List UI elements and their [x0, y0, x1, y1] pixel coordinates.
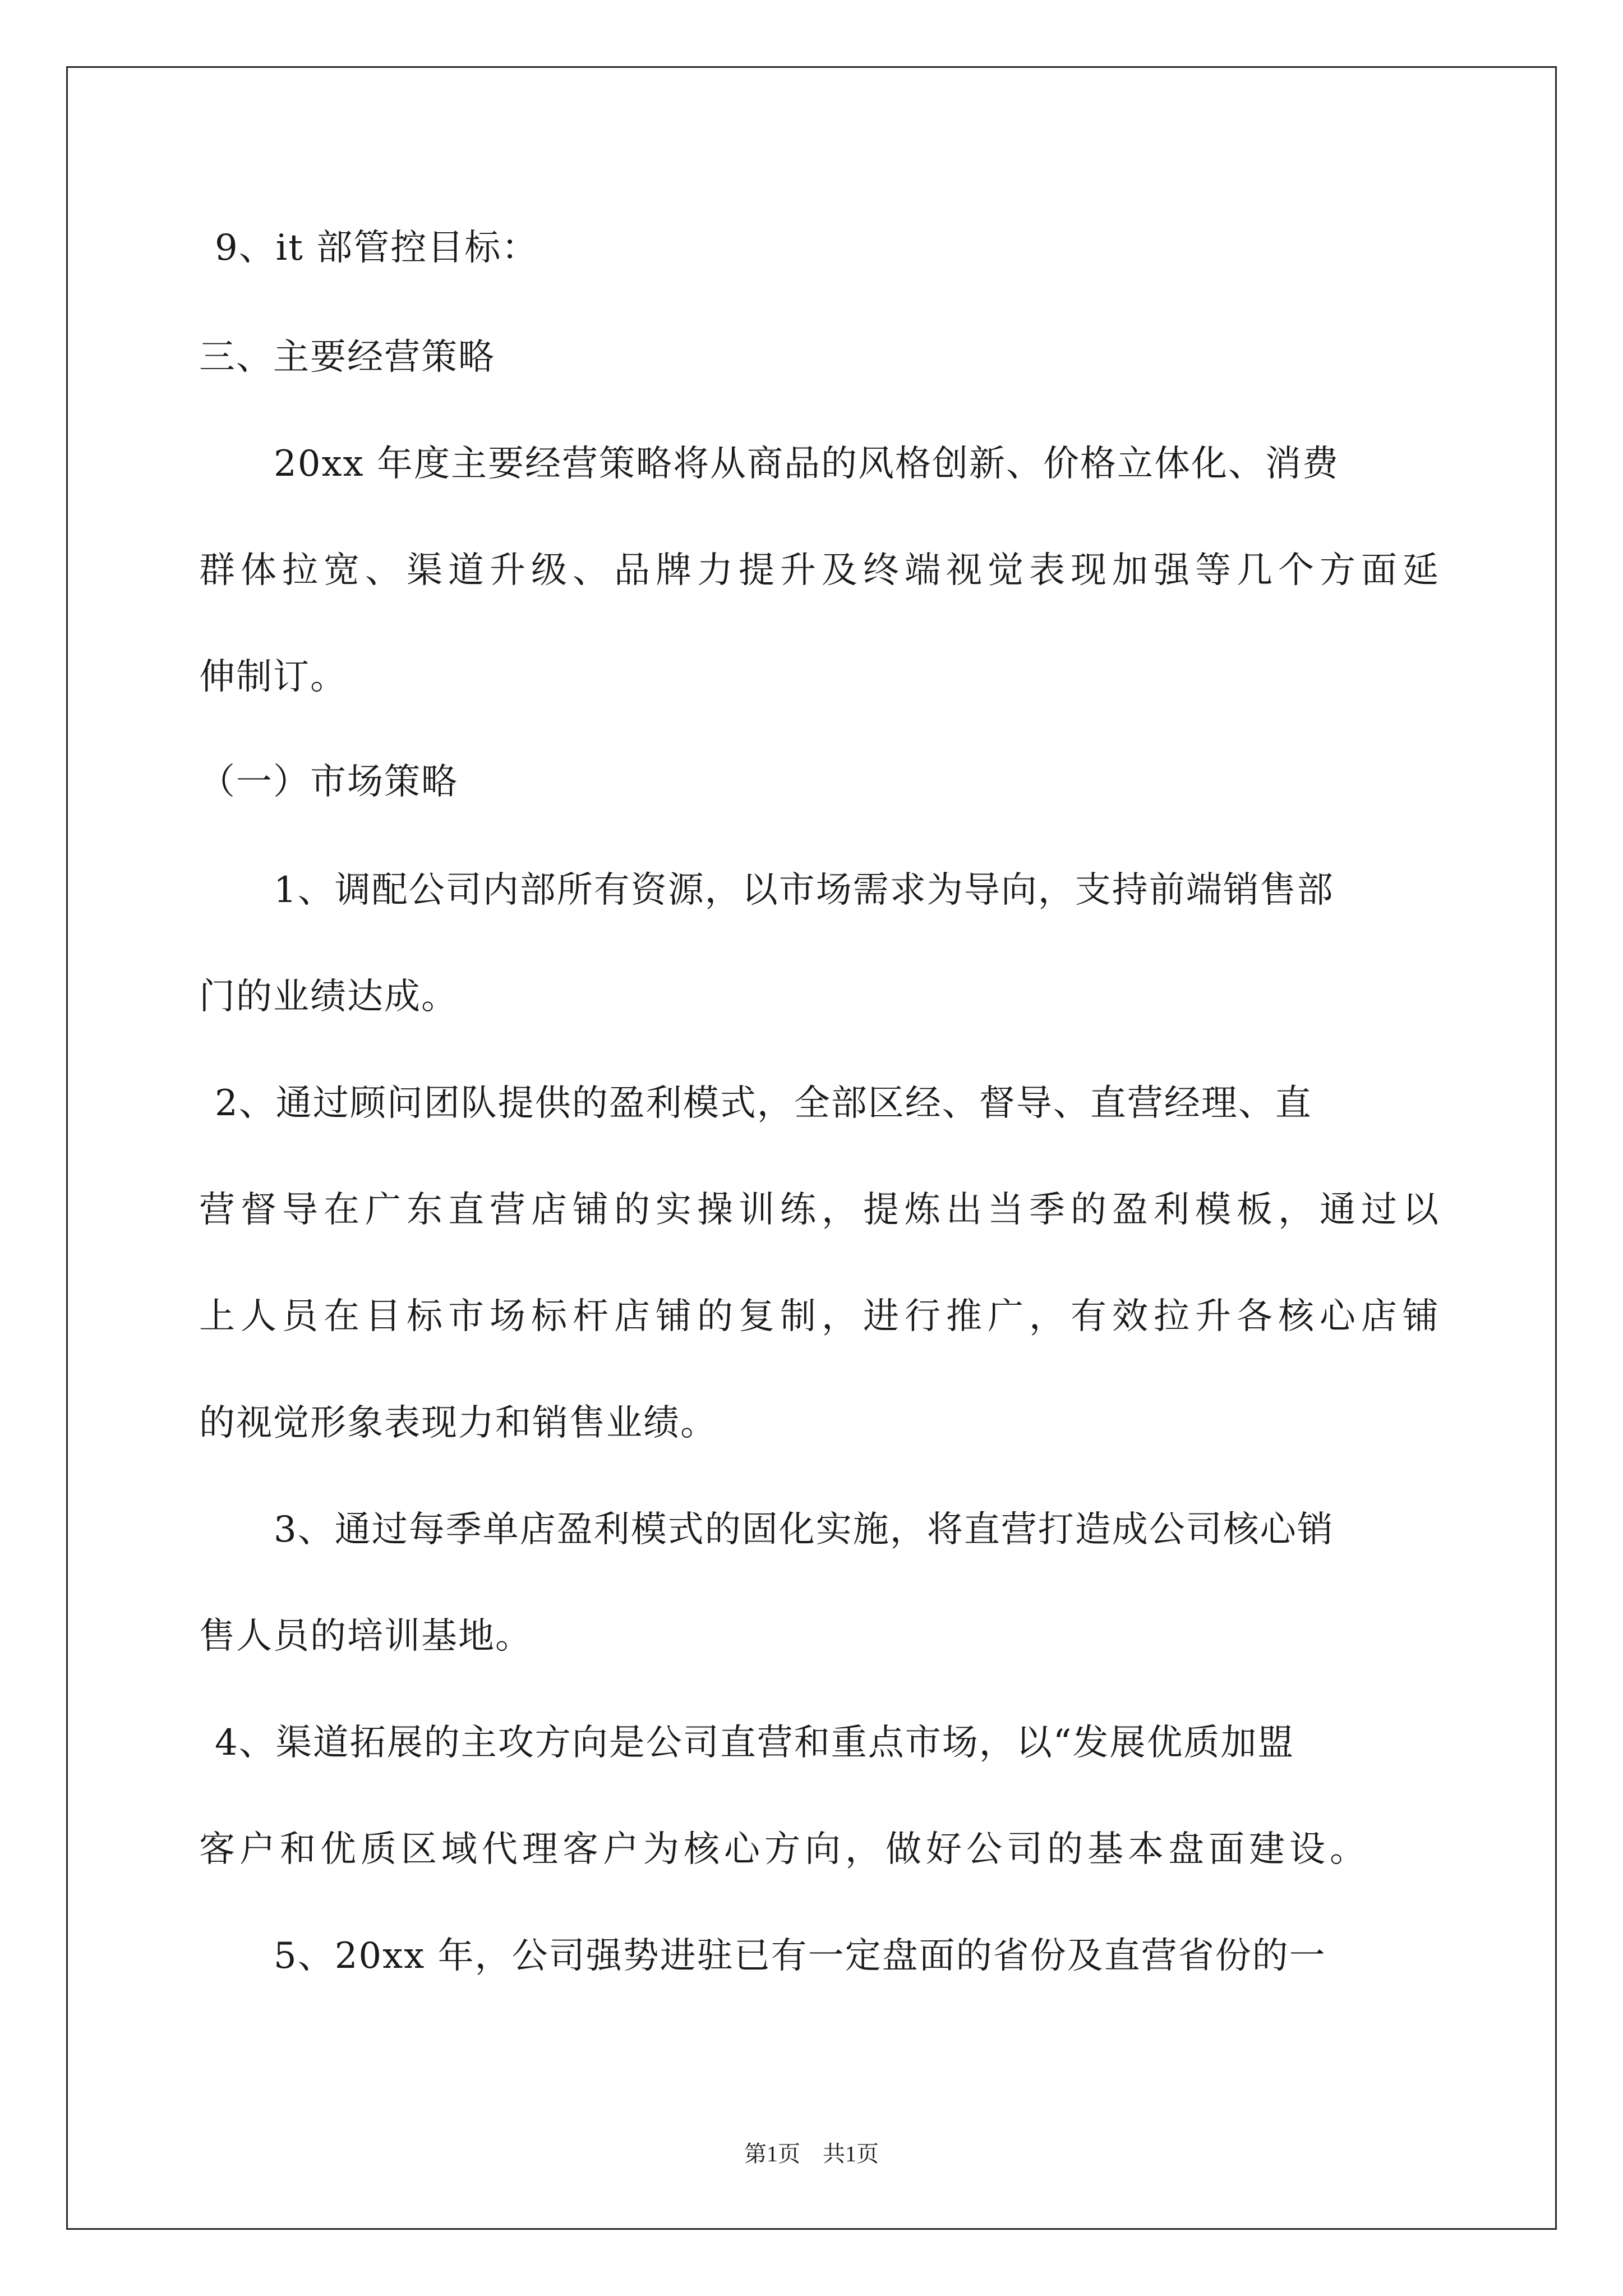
paragraph-line: 5、20xx 年，公司强势进驻已有一定盘面的省份及直营省份的一	[274, 1935, 1326, 1977]
page-number-footer: 第1页 共1页	[744, 2141, 879, 2166]
paragraph-line: 群体拉宽、渠道升级、品牌力提升及终端视觉表现加强等几个方面延	[199, 550, 1444, 591]
page-border	[66, 66, 1557, 2230]
subsection-heading-market: （一）市场策略	[199, 761, 458, 803]
section-heading-strategy: 三、主要经营策略	[199, 337, 495, 378]
paragraph-line: 营督导在广东直营店铺的实操训练，提炼出当季的盈利模板，通过以	[199, 1189, 1444, 1231]
paragraph-line: 4、渠道拓展的主攻方向是公司直营和重点市场，以“发展优质加盟	[215, 1722, 1295, 1764]
paragraph-line: 上人员在目标市场标杆店铺的复制，进行推广，有效拉升各核心店铺	[199, 1296, 1444, 1337]
paragraph-line: 售人员的培训基地。	[199, 1616, 532, 1657]
paragraph-line: 伸制订。	[199, 656, 347, 698]
paragraph-line: 1、调配公司内部所有资源，以市场需求为导向，支持前端销售部	[274, 869, 1334, 911]
paragraph-line: 的视觉形象表现力和销售业绩。	[199, 1402, 717, 1444]
paragraph-line: 20xx 年度主要经营策略将从商品的风格创新、价格立体化、消费	[274, 443, 1339, 485]
paragraph-line: 客户和优质区域代理客户为核心方向，做好公司的基本盘面建设。	[199, 1829, 1370, 1870]
heading-it-target: 9、it 部管控目标：	[215, 227, 539, 269]
paragraph-line: 门的业绩达成。	[199, 976, 458, 1018]
paragraph-line: 2、通过顾问团队提供的盈利模式，全部区经、督导、直营经理、直	[215, 1083, 1312, 1124]
paragraph-line: 3、通过每季单店盈利模式的固化实施，将直营打造成公司核心销	[274, 1509, 1334, 1550]
